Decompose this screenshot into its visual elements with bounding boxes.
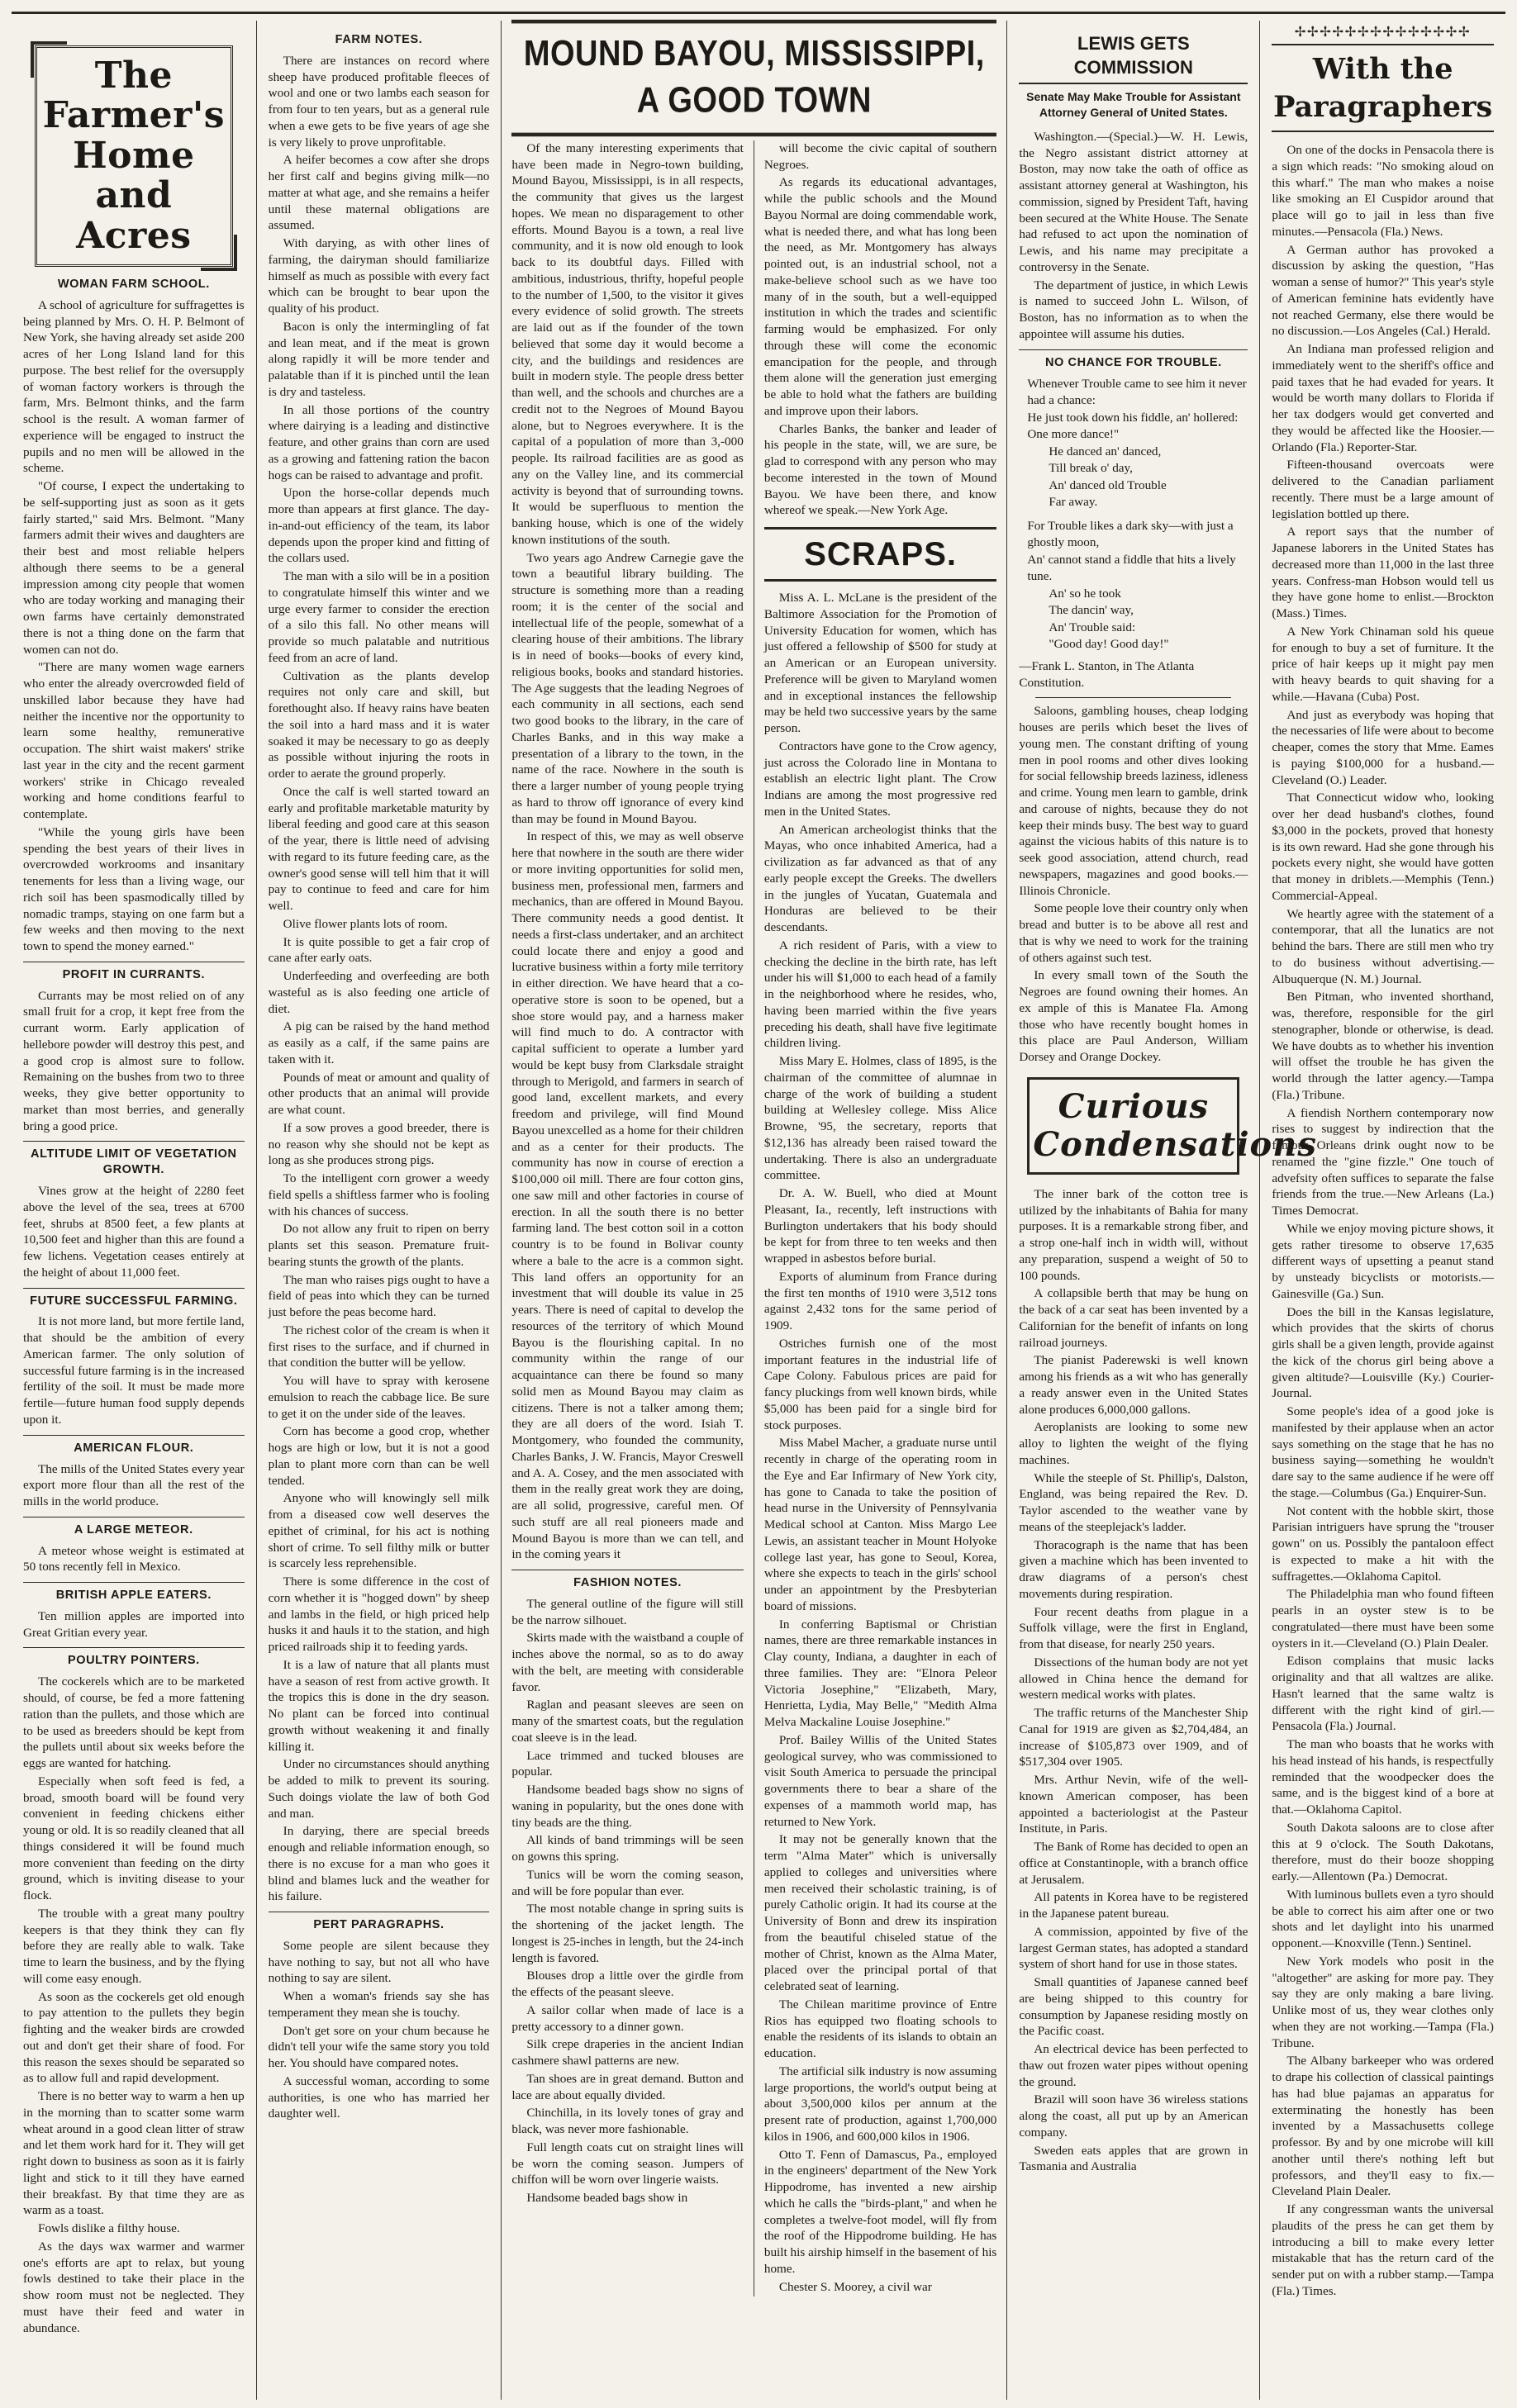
article-paragraph: Four recent deaths from plague in a Suffolk village, were the first in England, from that disease, for nearly 250 years. xyxy=(1019,1604,1248,1652)
article-paragraph: Aeroplanists are looking to some new alloy to lighten the weight of the flying machines. xyxy=(1019,1420,1248,1467)
article-paragraph: The man who raises pigs ought to have a field of peas into which they can be turned just before the peas become hard. xyxy=(268,1272,490,1320)
article-paragraph: Does the bill in the Kansas legislature, which provides that the skirts of chorus girls shall be a given length, provide against the kick of the chorus girl being above a given altitude?—Louisville (Ky.) Courier-Journal. xyxy=(1272,1304,1494,1401)
article-paragraph: As the days wax warmer and warmer one's efforts are apt to relax, but young fowls destined to take their place in the show room must not be neglected. They must have their feed and water in abundance. xyxy=(23,2239,245,2335)
article-paragraph: While the steeple of St. Phillip's, Dalston, England, was being repaired the Rev. D. Taylor ascended to the weather vane by means of the steeplejack's ladder. xyxy=(1019,1470,1248,1534)
article-paragraph: The mills of the United States every year export more flour than all the rest of the mills in the world produce. xyxy=(23,1461,245,1509)
farmer-masthead-box xyxy=(35,45,233,267)
article-paragraph: Olive flower plants lots of room. xyxy=(283,916,448,931)
article-paragraph: Charles Banks, the banker and leader of his people in the state, will, we are sure, be glad to correspond with any person who may become interested in the town of Mound Bayou. We have been there, and know whereof we speak.—New York Age. xyxy=(763,421,997,518)
curious-condensations-heading: Curious Condensations xyxy=(1027,1077,1239,1175)
column-lewis xyxy=(1007,21,1317,2400)
article-paragraph: "While the young girls have been spending the best years of their lives in overcrowded workrooms and insanitary tenements for less than a living wage, our rich soil has been spasmodically tilled by nomadic tramps, staying on one farm but a few weeks and then moving to the next town to spend the money earned." xyxy=(23,824,245,954)
article-paragraph: Tan shoes are in great demand. Button and lace are about equally divided. xyxy=(511,2071,744,2102)
article-paragraph: Edison complains that music lacks originality and that all waltzes are alike. Hasn't learned that the same waltz is different with the right kind of girl.—Pensacola (Fla.) Journal. xyxy=(1272,1654,1494,1734)
article-paragraph: You will have to spray with kerosene emulsion to reach the cabbage lice. Be sure to get it on the under side of the leaves. xyxy=(268,1374,490,1421)
article-paragraph: New York models who posit in the "altogether" are asking for more pay. They say they are only making a bare living. Unlike most of us, they wear clothes only when they are not working.—Tampa (Fla.) Tribune. xyxy=(1272,1954,1494,2050)
article-paragraph: The Albany barkeeper who was ordered to drape his collection of classical paintings has had blue pajamas an apparatus for exterminating the honestly has been invented by a Massachusetts college professor. By and by one microbe will kill another until there's nothing left but professors, and they'll easy to fix.—Cleveland Plain Dealer. xyxy=(1272,2054,1494,2199)
article-paragraph: The cockerels which are to be marketed should, of course, be fed a more fattening ration than the pullets, and those which are to be used as breeders should be kept from the pullets until about six weeks before the eggs are wanted for hatching. xyxy=(23,1674,245,1771)
article-paragraph: Full length coats cut on straight lines will be worn the coming season. Jumpers of chiffon will be worn over lingerie waists. xyxy=(511,2140,744,2187)
article-paragraph: Fowls dislike a filthy house. xyxy=(38,2221,180,2236)
section-head: AMERICAN FLOUR. xyxy=(23,1435,245,1456)
article-paragraph: Of the many interesting experiments that have been made in Negro-town building, Mound Bayou, Mississippi, is in all respects, the community that gives us the largest hopes. We mean no disparagement to other efforts. Mound Bayou is a town, a real live community, and it is now old enough to look back to its doubtful days. Filled with ambitious, industrious, thrifty, hopeful people to the number of 1,500, to the visitor it gives every evidence of solid growth. The streets are laid out as if the founder of the town believed that some day it would become a city, and the buildings and residences are built in modern style. The people dress better than well, and the schools and churches are a credit not to the Negroes of Mound Bayou alone, but to Negroes everywhere. It is the capital of a population of more than 3,-000 people. Its railroad facilities are as good as any on the Valley line, and its commercial activity is beyond that of surrounding towns. It would be superfluous to mention the banking house, which is one of the widely known institutions of the south. xyxy=(511,140,744,547)
article-paragraph: Upon the horse-collar depends much more than appears at first glance. The day-in-and-out efficiency of the team, its labor depends upon the proper kind and fitting of the collars used. xyxy=(268,486,490,566)
article-paragraph: And just as everybody was hoping that the necessaries of life were about to become cheaper, comes the story that Mme. Eames is paying $100,000 for a husband.—Cleveland (O.) Leader. xyxy=(1272,707,1494,787)
article-paragraph: When a woman's friends say she has temperament they mean she is touchy. xyxy=(268,1989,490,2020)
paragraphers-masthead xyxy=(1272,22,1494,132)
article-paragraph: A pig can be raised by the hand method as easily as a calf, if the same pains are taken with it. xyxy=(268,1019,490,1066)
mound-bayou-left xyxy=(502,140,754,2297)
article-paragraph: With luminous bullets even a tyro should be able to correct his aim after one or two shots and let daylight into his unarmed opponent.—Knoxville (Tenn.) Sentinel. xyxy=(1272,1887,1494,1950)
lewis-subhead: Senate May Make Trouble for Assistant Attorney General of United States. xyxy=(1026,90,1241,120)
article-paragraph: The Chilean maritime province of Entre Rios has equipped two floating schools to enable the residents of its islands to obtain an education. xyxy=(763,1997,997,2061)
section-head: FUTURE SUCCESSFUL FARMING. xyxy=(23,1288,245,1309)
poem-line: Whenever Trouble came to see him it never had a chance: xyxy=(1027,376,1247,408)
article-paragraph: Ostriches furnish one of the most important features in the industrial life of Cape Colony. Fabulous prices are paid for fancy pluckings from well known birds, while $5,000 has been paid for a single bird for stock purposes. xyxy=(763,1336,997,1432)
poem-line: Far away. xyxy=(1049,495,1098,510)
article-paragraph: It is a law of nature that all plants must have a season of rest from active growth. It the tropics this is done in the dry season. No plant can be forced into continual growth without weakening it and finally killing it. xyxy=(268,1657,490,1754)
article-paragraph: Bacon is only the intermingling of fat and lean meat, and if the meat is grown along rapidly it will be more tender and palatable than if it is pinched until the lean is dry and tasteless. xyxy=(268,319,490,399)
article-paragraph: A successful woman, according to some authorities, is one who has married her daughter well. xyxy=(268,2073,490,2121)
article-paragraph: With darying, as with other lines of farming, the dairyman should familiarize himself as much as possible with every fact which can be brought to bear upon the quality of his product. xyxy=(268,236,490,316)
article-paragraph: Miss A. L. McLane is the president of the Baltimore Association for the Promotion of University Education for women, which has just offered a fellowship of $500 for study at an American or an European university. Preference will be given to Maryland women and in exceptional instances the fellowship may be held two successive years by the same person. xyxy=(763,591,997,736)
article-paragraph: A meteor whose weight is estimated at 50 tons recently fell in Mexico. xyxy=(23,1543,245,1574)
ornament-border: ✢✢✢✢✢✢✢✢✢✢✢✢✢✢ xyxy=(1294,21,1472,41)
article-paragraph: The trouble with a great many poultry keepers is that they think they can fly before they are really able to walk. Take time to learn the business, and by the flying will come easy enough. xyxy=(23,1906,245,1986)
article-paragraph: Miss Mary E. Holmes, class of 1895, is the chairman of the committee of alumnae in charge of the work of building a student building at Wellesley college. Miss Alice Browne, '95, the secretary, reports that $12,136 has already been raised toward the undertaking. There is also an undergraduate committee. xyxy=(763,1054,997,1183)
article-paragraph: The pianist Paderewski is well known among his friends as a wit who has generally a ready answer even in the United States alone produces 6,000,000 gallons. xyxy=(1019,1353,1248,1417)
poem-line: "Good day! Good day!" xyxy=(1049,637,1169,652)
lewis-headline: LEWIS GETS COMMISSION xyxy=(1019,32,1248,84)
article-paragraph: The man with a silo will be in a position to congratulate himself this winter and we urge every farmer to consider the erection of a silo this fall. No other means will provide so much palatable and nutritious feed from an acre of land. xyxy=(268,569,490,665)
article-paragraph: The department of justice, in which Lewis is named to succeed John L. Wilson, of Boston, has no information as to when the appointee will assume his duties. xyxy=(1019,278,1248,341)
ornament-corner xyxy=(201,235,237,271)
article-paragraph: The Philadelphia man who found fifteen pearls in an oyster stew is to be congratulated—there must have been some oysters in it.—Cleveland (O.) Plain Dealer. xyxy=(1272,1587,1494,1650)
paragraphers-title: With the Paragraphers xyxy=(1272,44,1494,132)
article-paragraph: An Indiana man professed religion and immediately went to the sheriff's office and paid taxes that he had evaded for years. It would be worth many dollars to Florida if her tax dodgers would get converted and they would be affected like the Hoosier.—Orlando (Fla.) Reporter-Star. xyxy=(1272,342,1494,454)
article-paragraph: To the intelligent corn grower a weedy field spells a shiftless farmer who is fooling with his chances of success. xyxy=(268,1171,490,1218)
article-paragraph: In darying, there are special breeds enough and reliable information enough, so there is no excuse for a man who goes it blind and blames luck and the weather for his failure. xyxy=(268,1824,490,1904)
article-paragraph: In all those portions of the country where dairying is a leading and distinctive feature, and other grains than corn are used as a growing and fattening ration the bacon hogs can be raised to advantage and profit. xyxy=(268,402,490,482)
mound-bayou-right xyxy=(754,140,1007,2297)
article-paragraph: It is not more land, but more fertile land, that should be the ambition of every American farmer. The only solution of successful future farming is in the increased fertility of the soil. It must be made more fertile—future human food supply depends upon it. xyxy=(23,1314,245,1427)
poem-line: For Trouble likes a dark sky—with just a ghostly moon, xyxy=(1027,518,1234,550)
article-paragraph: Corn has become a good crop, whether hogs are high or low, but it is not a good plan to plant more corn than can be well tended. xyxy=(268,1424,490,1488)
article-paragraph: Some people love their country only when bread and butter is to be above all rest and that is why we need to work for the training of others against such test. xyxy=(1019,901,1248,965)
article-paragraph: Once the calf is well started toward an early and profitable marketable maturity by liberal feeding and good care at this season of the year, there is little need of advising with regard to its future feeding care, as the owner's good sense will tell him that it will pay to continue to feed and care for him well. xyxy=(268,784,490,914)
column-paragraphers xyxy=(1260,21,1505,2400)
article-paragraph: As soon as the cockerels get old enough to pay attention to the pullets they begin fighting and the weaker birds are crowded out and don't get their share of food. For this reason the sexes should be separated so as to allow full and rapid development. xyxy=(23,1989,245,2086)
ornament-corner xyxy=(31,41,67,78)
article-paragraph: All patents in Korea have to be registered in the Japanese patent bureau. xyxy=(1019,1890,1248,1921)
article-paragraph: Handsome beaded bags show no signs of waning in popularity, but the ones done with tiny beads are the thing. xyxy=(511,1783,744,1830)
article-paragraph: Prof. Bailey Willis of the United States geological survey, who was commissioned to visit South America to persuade the principal governments there to bear a share of the expenses of a mammoth world map, has returned to New York. xyxy=(763,1732,997,1829)
article-paragraph: A New York Chinaman sold his queue for enough to buy a set of furniture. It the price of hair keeps up it might pay men with heavy beards to quit shaving for a while.—Havana (Cuba) Post. xyxy=(1272,624,1494,704)
article-paragraph: "There are many women wage earners who enter the already overcrowded field of unskilled labor because they have had neither the incentive nor the opportunity to learn some healthy, remunerative occupation. The shirt waist makers' strike last year in the city and the recent garment workers' strike in Chicago revealed working and home conditions fearful to contemplate. xyxy=(23,660,245,822)
article-paragraph: As regards its educational advantages, while the public schools and the Mound Bayou Normal are doing commendable work, what is needed there, and what has long been the need, as Mr. Montgomery has always pointed out, is an industrial school, not a make-believe school such as we have too many of in the south, but a well-equipped institution in which the trades and scientific farming would be emphasized. For only through these will come the economic emancipation for the people, and through them alone will the generation just emerging be able to hold what the fathers are building and improve upon their labors. xyxy=(763,175,997,418)
article-paragraph: A fiendish Northern contemporary now rises to suggest by indirection that the famous Orleans drink ought now to be renamed the "gine fizzle." One touch of advefsity often suffices to separate the false friends from the true.—New Arleans (La.) Times Democrat. xyxy=(1272,1105,1494,1218)
divider xyxy=(1035,697,1231,698)
article-paragraph: Skirts made with the waistband a couple of inches above the normal, so as to do away with the belt, are meeting with considerable favor. xyxy=(511,1631,744,1694)
article-paragraph: The general outline of the figure will still be the narrow silhouet. xyxy=(511,1596,744,1627)
article-paragraph: Saloons, gambling houses, cheap lodging houses are perils which beset the lives of young men. The constant drifting of young men in pool rooms and other dives looking for social fellowship breeds laziness, idleness and crime. Young men learn to gamble, drink and carouse of nights, because they do not keep their minds busy. The best way to guard against the vicious habits of this nature is to seek good association, attend church, read newspapers, magazines and good books.—Illinois Chronicle. xyxy=(1019,704,1248,898)
article-paragraph: There is no better way to warm a hen up in the morning than to scatter some warm wheat around in a good clean litter of straw and let them work hard for it. They will get right down to business as soon as it is fairly light and stick to it till they have earned their breakfast. By that time they are as warm as a toast. xyxy=(23,2089,245,2218)
article-paragraph: "Of course, I expect the undertaking to be self-supporting just as soon as it gets fairly started," said Mrs. Belmont. "Many farmers admit their wives and daughters are their best and most reliable helpers although there seems to be a general impression among city people that women who are today working and managing their own farms have certainly demonstrated there is not a thing done on the farm that women can not do. xyxy=(23,479,245,657)
article-paragraph: A collapsible berth that may be hung on the back of a car seat has been invented by a Californian for the benefit of infants on long railroad journeys. xyxy=(1019,1286,1248,1350)
article-paragraph: Handsome beaded bags show in xyxy=(526,2191,688,2206)
section-head: WOMAN FARM SCHOOL. xyxy=(57,277,210,291)
scraps-heading: SCRAPS. xyxy=(764,527,997,582)
top-rule xyxy=(12,12,1505,14)
mound-bayou-columns xyxy=(502,140,1006,2297)
section-head: POULTRY POINTERS. xyxy=(23,1647,245,1669)
article-paragraph: Some people's idea of a good joke is manifested by their applause when an actor says something on the stage that he has no business saying—something he wouldn't dare say to the same audience if he were off the stage.—Columbus (Ga.) Enquirer-Sun. xyxy=(1272,1404,1494,1500)
columns xyxy=(12,21,1505,2400)
article-paragraph: Especially when soft feed is fed, a broad, smooth board will be found very convenient in feeding chickens either young or old. It is so readily cleaned that all things considered it will be found much more convenient than feeding on the dirty ground, which is inviting disease to your flock. xyxy=(23,1774,245,1903)
article-paragraph: Two years ago Andrew Carnegie gave the town a beautiful library building. The structure is something more than a reading room; it is the center of the social and intellectual life of the people, somewhat of a clearing house of their ambitions. The library is in need of books—books of every kind, religious books, books and standard histories. The Age suggests that the leading Negroes of each community in all sections, each send two good books to the library, in the care of Charles Banks, and in this way make a presentation of a library to the town, in the name of the race. Nowhere in the south is there a larger number of young people trying as hard to throw off ignorance of every kind than may be found in Mound Bayou. xyxy=(511,550,744,826)
column-mound-bayou xyxy=(502,21,1007,2400)
article-paragraph: The Bank of Rome has decided to open an office at Constantinople, with a branch office at Jerusalem. xyxy=(1019,1840,1248,1887)
article-paragraph: The man who boasts that he works with his head instead of his hands, is respectfully reminded that the woodpecker does the same, and is the biggest kind of a bore at that.—Oklahoma Capitol. xyxy=(1272,1737,1494,1817)
article-paragraph: An electrical device has been perfected to thaw out frozen water pipes without opening the ground. xyxy=(1019,2042,1248,2089)
article-paragraph: A German author has provoked a discussion by asking the question, "Has woman a sense of humor?" This year's style of American feminine hats evidently have not reached Germany, else there would be no discussion.—Los Angeles (Cal.) Herald. xyxy=(1272,242,1494,339)
article-paragraph: Vines grow at the height of 2280 feet above the level of the sea, trees at 6700 feet, shrubs at 8500 feet, a few plants at 10,500 feet and higher than this are found a few lichens. Vegetation ceases entirely at the height of about 11,000 feet. xyxy=(23,1184,245,1280)
poem-line: An' Trouble said: xyxy=(1049,620,1136,634)
section-head: NO CHANCE FOR TROUBLE. xyxy=(1019,349,1248,371)
article-paragraph: Sweden eats apples that are grown in Tasmania and Australia xyxy=(1019,2143,1248,2174)
article-paragraph: The artificial silk industry is now assuming large proportions, the world's output being at about 3,500,000 kilos per annum at the present rate of production, against 1,700,000 kilos in 1906, and 600,000 kilos in 1906. xyxy=(763,2064,997,2144)
article-paragraph: An American archeologist thinks that the Mayas, who once inhabited America, had a civilization as far advanced as that of any early people except the Greeks. The dwellers in the jungles of Yucatan, Guatemala and Honduras are believed to be their descendants. xyxy=(763,822,997,935)
article-paragraph: Not content with the hobble skirt, those Parisian intriguers have sprung the "trouser gown" on us. Possibly the pantaloon effect is expected to make a hit with the suffragettes.—Oklahoma Capitol. xyxy=(1272,1503,1494,1584)
article-paragraph: There are instances on record where sheep have produced profitable fleeces of wool and one or two lambs each season for from four to ten years, but as a general rule when a ewe gets to be five years of age she is very likely to prove unprofitable. xyxy=(268,53,490,150)
article-paragraph: A school of agriculture for suffragettes is being planned by Mrs. O. H. P. Belmont of New York, she having already set aside 200 acres of her Long Island land for this purpose. The best relief for the oversupply of woman factory workers is through the farm, Mrs. Belmont thinks, and the farm school is the result. A woman farmer of experience will be engaged to instruct the pupils and no men will be allowed in the scheme. xyxy=(23,297,245,476)
article-paragraph: will become the civic capital of southern Negroes. xyxy=(763,140,997,172)
article-paragraph: Dr. A. W. Buell, who died at Mount Pleasant, Ia., recently, left instructions with Burlington undertakers that his body should be kept for from three to ten weeks and then wrapped in asbestos before burial. xyxy=(763,1186,997,1266)
poem-line: He just took down his fiddle, an' hollered: One more dance!" xyxy=(1027,410,1239,442)
section-head: PERT PARAGRAPHS. xyxy=(269,1912,490,1933)
article-paragraph: While we enjoy moving picture shows, it gets rather tiresome to observe 17,635 different ways of upsetting a peanut stand by unsteady bicyclists or motorists.—Gainesville (Ga.) Sun. xyxy=(1272,1221,1494,1301)
article-paragraph: Some people are silent because they have nothing to say, but not all who have nothing to say are silent. xyxy=(268,1938,490,1986)
article-paragraph: Fifteen-thousand overcoats were delivered to the Canadian parliament recently. There must be a large amount of legislation bottled up there. xyxy=(1272,458,1494,521)
section-head: BRITISH APPLE EATERS. xyxy=(23,1582,245,1603)
article-paragraph: Anyone who will knowingly sell milk from a diseased cow well deserves the epithet of criminal, for his act is nothing short of crime. To sell filthy milk or butter is scarcely less reprehensible. xyxy=(268,1491,490,1571)
article-paragraph: On one of the docks in Pensacola there is a sign which reads: "No smoking aloud on this wharf." The man who makes a noise like smoking an El Cuspidor around that place will go to jail in less than five minutes.—Pensacola (Fla.) News. xyxy=(1272,143,1494,239)
poem-line: The dancin' way, xyxy=(1049,603,1134,618)
article-paragraph: Under no circumstances should anything be added to milk to prevent its souring. Such doings violate the law of both God and man. xyxy=(268,1757,490,1821)
article-paragraph: The inner bark of the cotton tree is utilized by the inhabitants of Bahia for many purposes. It is a remarkable strong fiber, and a strop one-half inch in width will, without any preparation, suspend a weight of 50 to 100 pounds. xyxy=(1019,1186,1248,1283)
article-paragraph: Washington.—(Special.)—W. H. Lewis, the Negro assistant district attorney at Boston, may now take the oath of office as assistant attorney general at Washington, his commission, signed by President Taft, having been secured at the White House. The Senate had refused to act upon the nomination of Lewis, and his name may precipitate a controversy in the Senate. xyxy=(1019,129,1248,274)
article-paragraph: Dissections of the human body are not yet allowed in China hence the demand for western medical works with plates. xyxy=(1019,1655,1248,1703)
poem-line: An' danced old Trouble xyxy=(1049,477,1167,492)
article-paragraph: Chinchilla, in its lovely tones of gray and black, was never more fashionable. xyxy=(511,2106,744,2137)
article-paragraph: It is quite possible to get a fair crop of cane after early oats. xyxy=(268,934,490,966)
farmer-masthead-title: The Farmer's Home and Acres xyxy=(42,55,226,257)
article-paragraph: Cultivation as the plants develop requires not only care and skill, but forethought also. If heavy rains have beaten the soil into a hard mass and it is water soaked it may be necessary to go as deeply as possible without injuring the roots in order to aerate the ground properly. xyxy=(268,668,490,781)
article-paragraph: Miss Mabel Macher, a graduate nurse until recently in charge of the operating room in the Eye and Ear Infirmary of New York city, has gone to Canada to take the position of head nurse in the University of Pennsylvania Medical school at Canton. Miss Margo Lee Lewis, an assistant teacher in Mount Holyoke college last year, has gone to Seoul, Korea, where she expects to teach in the girls' school under an appointment by the Presbyterian board of missions. xyxy=(763,1436,997,1613)
article-paragraph: The traffic returns of the Manchester Ship Canal for 1919 are given as $2,704,484, an increase of $105,873 over 1909, and of $517,304 over 1905. xyxy=(1019,1706,1248,1769)
article-paragraph: Tunics will be worn the coming season, and will be fore popular than ever. xyxy=(511,1867,744,1898)
article-paragraph: Small quantities of Japanese canned beef are being shipped to this country for consumption by Japanese residing mostly on the Pacific coast. xyxy=(1019,1975,1248,2039)
article-paragraph: A commission, appointed by five of the largest German states, has adopted a standard system of short hand for use in those states. xyxy=(1019,1924,1248,1972)
article-paragraph: Chester S. Moorey, a civil war xyxy=(778,2279,932,2294)
article-paragraph: Underfeeding and overfeeding are both wasteful as is also feeding one article of diet. xyxy=(268,969,490,1016)
article-paragraph: A report says that the number of Japanese laborers in the United States has decreased more than 11,000 in the last three years. Confress-man Hobson would tell us they have gone home to enlist.—Brockton (Mass.) Times. xyxy=(1272,525,1494,620)
section-head: ALTITUDE LIMIT OF VEGETATION GROWTH. xyxy=(23,1141,245,1178)
article-paragraph: The most notable change in spring suits is the shortening of the jacket length. The longest is 25-inches in length, but the 24-inch length is favored. xyxy=(511,1902,744,1965)
article-paragraph: Otto T. Fenn of Damascus, Pa., employed in the engineers' department of the New York Hippodrome, has invented a new airship which he calls the "birds-plant," and when he completes a twelve-foot model, will fly from the roof of the Hippodrome building. He has built his airship himself in the basement of his home. xyxy=(763,2147,997,2276)
article-paragraph: Silk crepe draperies in the ancient Indian cashmere shawl patterns are new. xyxy=(511,2037,744,2068)
article-paragraph: Contractors have gone to the Crow agency, just across the Colorado line in Montana to establish an electric light plant. The Crow Indians are among the most progressive red men in the United States. xyxy=(763,739,997,819)
article-paragraph: Exports of aluminum from France during the first ten months of 1910 were 3,512 tons against 2,432 tons for the same period of 1909. xyxy=(763,1269,997,1333)
article-paragraph: Ten million apples are imported into Great Gritian every year. xyxy=(23,1608,245,1640)
section-head: PROFIT IN CURRANTS. xyxy=(23,962,245,983)
poem xyxy=(1027,376,1248,653)
poem-credit: —Frank L. Stanton, in The Atlanta Constitution. xyxy=(1019,658,1195,690)
article-paragraph: Do not allow any fruit to ripen on berry plants set this season. Premature fruit-bearing stunts the growth of the plants. xyxy=(268,1222,490,1269)
article-paragraph: In respect of this, we may as well observe here that nowhere in the south are there wider or more inviting opportunities for solid men, business men, professional men, farmers and mechanics, than are offered in Mound Bayou. There community needs a good dentist. It needs a first-class undertaker, and an architect could locate there and enjoy a good and lucrative business within a forty mile territory in either direction. We have heard that a co-operative store is soon to be opened, but a shoe store would pay, and a harness maker will find much to do. A contractor with capital sufficient to operate a lumber yard would be kept busy from Clarksdale straight through to Merigold, and farmers in search of good land, excellent markets, and every freedom and privilege, will find Mound Bayou unexcelled as a home for their children and as a center for their products. The community has now in course of erection a $100,000 oil mill. There are four cotton gins, one saw mill and other factories in course of erection. In all the south there is no better farming land. The best cotton soil in a cotton country is to be found in Bolivar county where a bale to the acre is a common sight. This land offers an opportunity for an investment that will double its value in 25 years. There is need of capital to develop the resources of the territory of which Mound Bayou is the flourishing capital. In no community within the range of our acquaintance can there be found so many solid men as Mound Bayou may claim as citizens. There is not a talker among them; they are all doers of the word. Isiah T. Montgomery, who founded the community, Charles Banks, J. W. Francis, Mayor Creswell and A. A. Cosey, and the men associated with them in the really great work they are doing, are all solid, progressive, careful men. Of such stuff are all real pioneers made and Mound Bayou is more than we can tell, and in the coming years it xyxy=(511,829,744,1562)
article-paragraph: Lace trimmed and tucked blouses are popular. xyxy=(511,1748,744,1779)
article-paragraph: The richest color of the cream is when it first rises to the surface, and if churned in that condition the butter will be yellow. xyxy=(268,1323,490,1370)
article-paragraph: Thoracograph is the name that has been given a machine which has been invented to draw diagrams of a person's chest movements during respiration. xyxy=(1019,1537,1248,1601)
article-paragraph: Raglan and peasant sleeves are seen on many of the smartest coats, but the regulation coat sleeve is in the lead. xyxy=(511,1698,744,1745)
article-paragraph: There is some difference in the cost of corn whether it is "hogged down" by sheep and lambs in the field, or high priced help husks it and hauls it to the station, and high priced railroads ship it to feeding yards. xyxy=(268,1574,490,1655)
article-paragraph: If any congressman wants the universal plaudits of the press he can get them by introducing a bill to make every letter mistakable that has the return card of the sender put on with a rubber stamp.—Tampa (Fla.) Times. xyxy=(1272,2202,1494,2298)
mound-bayou-headline: MOUND BAYOU, MISSISSIPPI, A GOOD TOWN xyxy=(511,20,996,136)
article-paragraph: A heifer becomes a cow after she drops her first calf and begins giving milk—no matter at what age, and she remains a heifer until these maternal obligations are assumed. xyxy=(268,153,490,233)
column-farmer xyxy=(12,21,257,2400)
article-paragraph: That Connecticut widow who, looking over her dead husband's clothes, found $3,000 in the pockets, proved that honesty is its own reward. Had she gone through his pockets every night, she would have gotten that money in driblets.—Memphis (Tenn.) Commercial-Appeal. xyxy=(1272,791,1494,903)
section-head: FASHION NOTES. xyxy=(511,1570,744,1591)
article-paragraph: Brazil will soon have 36 wireless stations along the coast, all put up by an American company. xyxy=(1019,2092,1248,2140)
article-paragraph: Mrs. Arthur Nevin, wife of the well-known American composer, has been appointed a bacteriologist at the Pasteur Institute, in Paris. xyxy=(1019,1773,1248,1836)
poem-line: He danced an' danced, xyxy=(1049,444,1162,458)
article-paragraph: In every small town of the South the Negroes are found owning their homes. An ex ample of this is Manatee Fla. Among those who have recently bought homes in this place are Paul Anderson, William Dorsey and Orange Dockey. xyxy=(1019,968,1248,1065)
article-paragraph: All kinds of band trimmings will be seen on gowns this spring. xyxy=(511,1833,744,1864)
section-head: FARM NOTES. xyxy=(335,33,423,46)
article-paragraph: In conferring Baptismal or Christian names, there are three remarkable instances in Clay county, Indiana, a daughter in each of three families. They are: "Elnora Peleor Victoria Josephine," "Elizabeth, Mary, Henrietta, Lydia, May Belle," "Medith Alma Melva Mackaline Louise Josephine." xyxy=(763,1617,997,1730)
article-paragraph: Don't get sore on your chum because he didn't tell your wife the same story you told her. You should have compared notes. xyxy=(268,2023,490,2071)
article-paragraph: A rich resident of Paris, with a view to checking the decline in the birth rate, has left under his will $1,000 to each head of a family in the neighborhood where he resides, who, having been married within the five years preceding his death, shall have five legitimate children living. xyxy=(763,938,997,1051)
section-head: A LARGE METEOR. xyxy=(23,1517,245,1538)
article-paragraph: If a sow proves a good breeder, there is no reason why she should not be kept as long as she produces strong pigs. xyxy=(268,1120,490,1168)
article-paragraph: It may not be generally known that the term "Alma Mater" which is universally applied to colleges and universities where men received their scholastic training, is of purely Catholic origin. It had its course at the University of Bonn and drew its inspiration from the beautiful chiseled statue of the mother of Christ, known as the Alma Mater, placed over the principal portal of that celebrated seat of learning. xyxy=(763,1832,997,1994)
article-paragraph: Currants may be most relied on of any small fruit for a crop, it kept free from the currant worm. Early application of hellebore powder will destroy this pest, and a good crop is almost sure to follow. Remaining on the bushes from two to three weeks, they give better opportunity to market than most berries, and generally bring a good price. xyxy=(23,988,245,1133)
column-farm-notes xyxy=(257,21,502,2400)
poem-line: An' so he took xyxy=(1049,586,1121,601)
poem-line: Till break o' day, xyxy=(1049,461,1133,476)
article-paragraph: Blouses drop a little over the girdle from the effects of the peasant sleeve. xyxy=(511,1969,744,2000)
article-paragraph: Ben Pitman, who invented shorthand, was, therefore, responsible for the girl stenographer, blonde or otherwise, is dead. We have doubts as to whether his invention will offset the trouble he has given the world through the latter agency.—Tampa (Fla.) Tribune. xyxy=(1272,990,1494,1102)
article-paragraph: We heartly agree with the statement of a contemporar, that all the lunatics are not behind the bars. There are still men who try to do business without advertising.—Albuquerque (N. M.) Journal. xyxy=(1272,906,1494,986)
poem-line: An' cannot stand a fiddle that hits a lively tune. xyxy=(1027,552,1236,584)
article-paragraph: Pounds of meat or amount and quality of other products that an animal will provide are what count. xyxy=(268,1070,490,1118)
article-paragraph: A sailor collar when made of lace is a pretty accessory to a dinner gown. xyxy=(511,2002,744,2034)
article-paragraph: South Dakota saloons are to close after this at 9 o'clock. The South Dakotans, therefore, must do their booze shopping early.—Allentown (Pa.) Democrat. xyxy=(1272,1820,1494,1883)
